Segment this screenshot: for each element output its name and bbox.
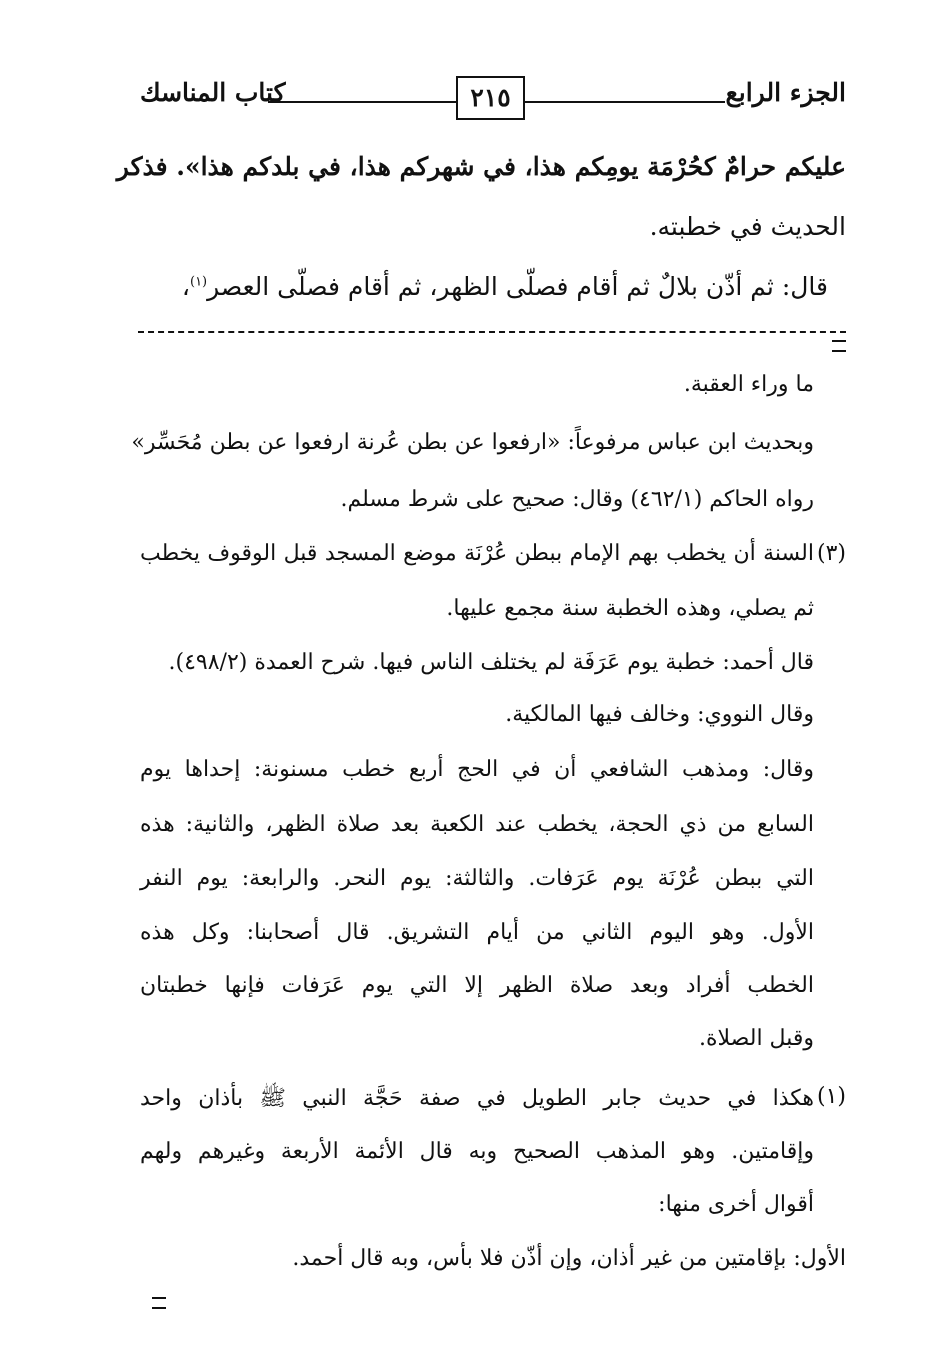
footnote-1-line-1: هكذا في حديث جابر الطويل في صفة حَجَّة النبي ﷺ بأذان واحد xyxy=(140,1086,814,1111)
footnote-1-line-4: الأول: بإقامتين من غير أذان، وإن أذّن فلا بأس، وبه قال أحمد. xyxy=(292,1246,846,1271)
footnote-3-line-2: ثم يصلي، وهذه الخطبة سنة مجمع عليها. xyxy=(446,596,814,621)
footnote-1-marker: (١) xyxy=(816,1084,846,1109)
footnote-1-line-2: وإقامتين. وهو المذهب الصحيح وبه قال الأئمة الأربعة وغيرهم ولهم xyxy=(140,1139,814,1164)
footnote-3-line-6: السابع من ذي الحجة، يخطب عند الكعبة بعد صلاة الظهر، والثانية: هذه xyxy=(140,812,814,837)
page-number: ٢١٥ xyxy=(456,76,525,120)
footnote-cont-line-3: رواه الحاكم (٤٦٢/١) وقال: صحيح على شرط مسلم. xyxy=(340,487,814,512)
footnote-3-line-3: قال أحمد: خطبة يوم عَرَفَة لم يختلف الناس فيها. شرح العمدة (٤٩٨/٢). xyxy=(168,650,814,675)
footnote-cont-line-1: ما وراء العقبة. xyxy=(683,372,814,397)
footnote-1-line-3: أقوال أخرى منها: xyxy=(658,1192,814,1217)
header-book-label: كتاب المناسك xyxy=(140,78,286,107)
footnote-cont-line-2: وبحديث ابن عباس مرفوعاً: «ارفعوا عن بطن عُرنة ارفعوا عن بطن مُحَسِّر» xyxy=(131,430,814,455)
main-text-line-3 xyxy=(182,272,828,301)
footnote-3-line-9: الخطب أفراد وبعد صلاة الظهر إلا التي يوم عَرَفات فإنها خطبتان xyxy=(140,973,814,998)
header-part-label: الجزء الرابع xyxy=(725,78,846,107)
main-text-line-3-end: ، xyxy=(181,272,190,301)
footnote-3-line-7: التي ببطن عُرْنَة يوم عَرَفات. والثالثة: يوم النحر. والرابعة: يوم النفر xyxy=(140,866,814,891)
footnote-separator xyxy=(138,331,846,333)
footnote-3-marker: (٣) xyxy=(816,541,846,566)
header-rule-left xyxy=(268,101,456,103)
main-text-line-3-body: قال: ثم أذّن بلالٌ ثم أقام فصلّى الظهر، ثم أقام فصلّى العصر xyxy=(207,272,828,301)
header-rule-right xyxy=(525,101,725,103)
main-text-line-1: عليكم حرامٌ كحُرْمَة يومِكم هذا، في شهركم هذا، في بلدكم هذا». فذكر xyxy=(116,152,846,181)
footnote-3-line-4: وقال النووي: وخالف فيها المالكية. xyxy=(505,702,814,727)
main-text-line-2: الحديث في خطبته. xyxy=(649,212,846,241)
continuation-mark xyxy=(832,340,846,352)
footnote-ref-1: (١) xyxy=(189,274,208,290)
footnote-3-line-5: وقال: ومذهب الشافعي أن في الحج أربع خطب مسنونة: إحداها يوم xyxy=(140,757,814,782)
footnote-3-line-10: وقبل الصلاة. xyxy=(699,1026,814,1051)
footnote-3-line-1: السنة أن يخطب بهم الإمام ببطن عُرْنَة موضع المسجد قبل الوقوف يخطب xyxy=(140,541,814,566)
continuation-mark-bottom xyxy=(152,1297,166,1309)
footnote-3-line-8: الأول. وهو اليوم الثاني من أيام التشريق. قال أصحابنا: وكل هذه xyxy=(140,920,814,945)
